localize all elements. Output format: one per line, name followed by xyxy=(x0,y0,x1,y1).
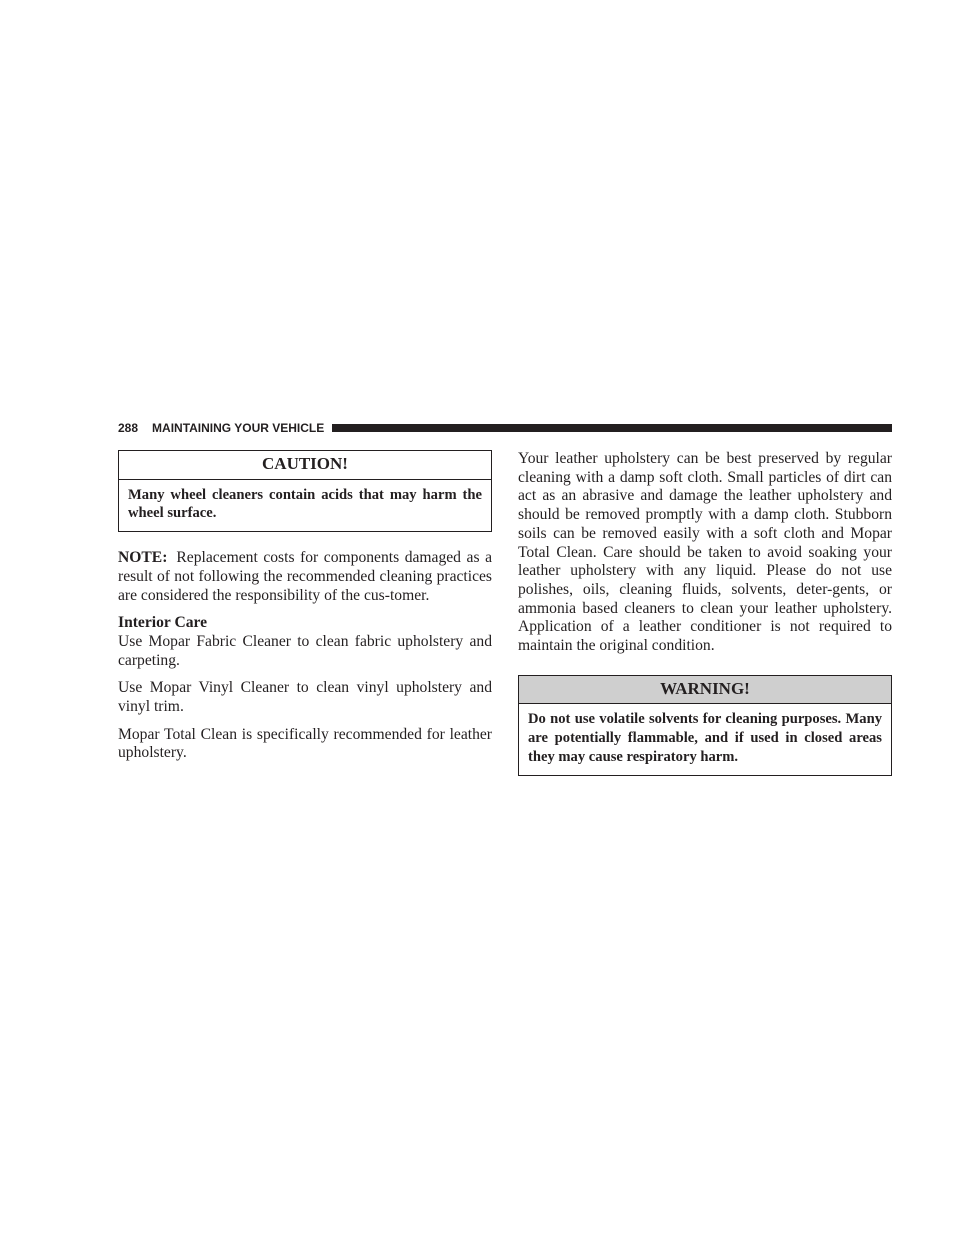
fabric-cleaner-paragraph: Use Mopar Fabric Cleaner to clean fabric upholstery and carpeting. xyxy=(118,632,492,669)
caution-box xyxy=(118,450,492,532)
warning-text: Do not use volatile solvents for cleaning purposes. Many are potentially flammable, and if used in closed areas they may cause respiratory harm. xyxy=(528,711,882,765)
note-text: Replacement costs for components damaged as a result of not following the recommended cleaning practices are considered the responsibility of the cus-tomer. xyxy=(118,549,492,604)
warning-box xyxy=(518,675,892,776)
leather-care-paragraph: Your leather upholstery can be best preserved by regular cleaning with a damp soft cloth. Small particles of dirt can act as an abrasive and damage the leather upholstery and should be removed promptly with a damp cloth. Stubborn soils can be removed easily with a soft cloth and Mopar Total Clean. Care should be taken to avoid soaking your leather upholstery with any liquid. Please do not use polishes, oils, cleaning fluids, solvents, deter-gents, or ammonia based cleaners to clean your leather upholstery. Application of a leather conditioner is not required to maintain the original condition. xyxy=(518,450,892,655)
note-paragraph xyxy=(118,549,492,605)
header-rule xyxy=(332,424,892,432)
right-column xyxy=(518,450,892,776)
vinyl-cleaner-paragraph: Use Mopar Vinyl Cleaner to clean vinyl upholstery and vinyl trim. xyxy=(118,679,492,716)
interior-care-heading: Interior Care xyxy=(118,614,208,632)
warning-title: WARNING! xyxy=(519,676,891,705)
total-clean-paragraph: Mopar Total Clean is specifically recommended for leather upholstery. xyxy=(118,725,492,762)
left-column xyxy=(118,450,492,763)
note-label: NOTE: xyxy=(118,549,168,567)
section-title: MAINTAINING YOUR VEHICLE xyxy=(152,421,325,435)
page-header xyxy=(118,420,892,436)
caution-title: CAUTION! xyxy=(119,451,491,480)
page-number: 288 xyxy=(118,421,139,435)
caution-text: Many wheel cleaners contain acids that may harm the wheel surface. xyxy=(128,486,482,522)
